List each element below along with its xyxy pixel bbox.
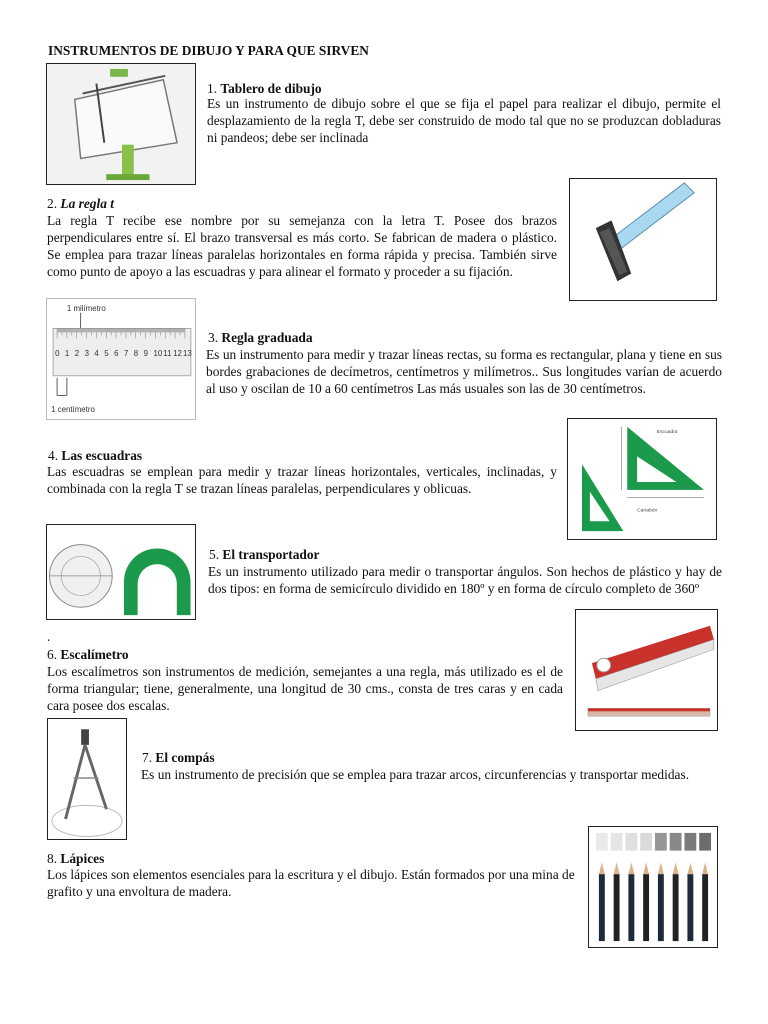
pencil-body — [658, 874, 664, 941]
ruler-number: 12 — [173, 349, 182, 359]
pencil-set — [596, 833, 711, 941]
section-5-num: 5. — [209, 547, 220, 562]
section-1-num: 1. — [207, 81, 218, 96]
section-3-heading: Regla graduada — [221, 330, 313, 345]
ruler-cm-label: 1 centímetro — [51, 405, 95, 415]
section-2-heading-line — [47, 195, 114, 212]
ruler-number: 13 — [182, 349, 192, 359]
pencils-image — [588, 826, 718, 948]
ruler-number: 7 — [123, 349, 129, 359]
section-5-heading-line — [209, 546, 320, 563]
section-8-heading-line — [47, 850, 104, 867]
graduated-ruler-image — [46, 298, 196, 420]
pencil-body — [628, 874, 634, 941]
ruler-number: 9 — [143, 349, 148, 359]
ruler-number: 10 — [153, 349, 163, 359]
pencil-swatch — [699, 833, 711, 851]
section-3-num: 3. — [208, 330, 219, 345]
square-label-bottom: Cartabón — [637, 508, 658, 514]
section-6-heading: Escalímetro — [60, 647, 129, 662]
pencil-tip — [614, 862, 620, 874]
section-7-heading: El compás — [155, 750, 215, 765]
section-2-num: 2. — [47, 196, 58, 211]
pencil-body — [599, 874, 605, 941]
section-8-num: 8. — [47, 851, 58, 866]
ruler-number: 2 — [74, 349, 80, 359]
pencil-body — [614, 874, 620, 941]
pencil-swatch — [625, 833, 637, 851]
pencil-body — [702, 874, 708, 941]
section-7-text: Es un instrumento de precisión que se emplea para trazar arcos, circunferencias y transportar medidas. — [141, 767, 690, 782]
section-8-text: Los lápices son elementos esenciales para la escritura y el dibujo. Están formados por una mina de grafito y una envoltura de madera. — [47, 867, 575, 899]
section-6-text: Los escalímetros son instrumentos de medición, semejantes a una regla, más utilizado es el de forma triangular; tiene, generalmente, una longitud de 30 cms., consta de tres caras y en cada cara posee dos escalas. — [47, 664, 563, 713]
section-6-heading-line — [47, 646, 129, 663]
ruler-number: 5 — [104, 349, 109, 359]
section-4-text: Las escuadras se emplean para medir y trazar líneas horizontales, verticales, inclinadas, y combinada con la regla T se trazan líneas paralelas, perpendiculares y oblicuas. — [47, 464, 557, 496]
drawing-board-image — [46, 63, 196, 185]
section-7-num: 7. — [142, 750, 153, 765]
compass-image — [47, 718, 127, 840]
page-title: INSTRUMENTOS DE DIBUJO Y PARA QUE SIRVEN — [48, 43, 369, 58]
pencil-tip — [673, 862, 679, 874]
pencil-swatch — [596, 833, 608, 851]
pencil-body — [643, 874, 649, 941]
section-8-heading: Lápices — [60, 851, 105, 866]
pencil-body — [673, 874, 679, 941]
section-4-num: 4. — [48, 448, 59, 463]
set-squares-image — [567, 418, 717, 540]
pencil-swatch — [684, 833, 696, 851]
section-1-text: Es un instrumento de dibujo sobre el que se fija el papel para realizar el dibujo, permite el desplazamiento de la regla T, debe ser construido de modo tal que no se produzcan dobladuras ni pandeos; debe ser inclinada — [207, 96, 721, 145]
pencil-swatch — [611, 833, 623, 851]
pencil-swatch — [655, 833, 667, 851]
ruler-number: 0 — [55, 349, 60, 359]
section-3-heading-line — [208, 329, 313, 346]
pencil-swatch — [670, 833, 682, 851]
pencil-tip — [643, 862, 649, 874]
pencil-body — [687, 874, 693, 941]
ruler-number: 1 — [64, 349, 70, 359]
pencil-swatch — [640, 833, 652, 851]
section-6-num: 6. — [47, 647, 58, 662]
ruler-number: 8 — [133, 349, 139, 359]
section-5-text: Es un instrumento utilizado para medir o transportar ángulos. Son hechos de plástico y hay de dos tipos: en forma de semicírculo dividido en 180º y en forma de círculo completo de 360º — [208, 564, 722, 596]
pencil-tip — [687, 862, 693, 874]
section-1-heading: Tablero de dibujo — [220, 81, 322, 96]
ruler-number: 6 — [114, 349, 119, 359]
ruler-mm-label: 1 milímetro — [66, 303, 106, 313]
t-square-image — [569, 178, 717, 301]
protractor-image — [46, 524, 196, 620]
section-5-heading: El transportador — [222, 547, 320, 562]
section-4-heading-line — [48, 447, 142, 464]
section-2-heading: La regla t — [60, 196, 114, 211]
stray-dot: . — [47, 629, 51, 644]
section-2-text: La regla T recibe ese nombre por su semejanza con la letra T. Posee dos brazos perpendiculares entre sí. El brazo transversal es más corto. Se fabrican de madera o plástico. Se emplea para trazar líneas paralelas horizontales en forma rápida y precisa. También sirve como punto de apoyo a las escuadras y para alinear el formato y proceder a su fijación. — [47, 213, 557, 279]
section-4-heading: Las escuadras — [61, 448, 143, 463]
scale-ruler-image — [575, 609, 718, 731]
section-7-heading-line — [142, 749, 215, 766]
pencil-tip — [599, 862, 605, 874]
ruler-number: 3 — [84, 349, 89, 359]
pencil-tip — [702, 862, 708, 874]
section-3-text: Es un instrumento para medir y trazar líneas rectas, su forma es rectangular, plana y tiene en sus bordes grabaciones de decímetros, centímetros y milímetros.. Sus longitudes varían de acuerdo al uso y oscilan de 10 a 60 centímetros Las más usuales son las de 30 centímetros. — [206, 347, 722, 396]
ruler-number: 11 — [163, 349, 172, 359]
square-label-top: Escuadra — [656, 429, 678, 435]
ruler-number: 4 — [94, 349, 99, 359]
pencil-tip — [658, 862, 664, 874]
pencil-tip — [628, 862, 634, 874]
